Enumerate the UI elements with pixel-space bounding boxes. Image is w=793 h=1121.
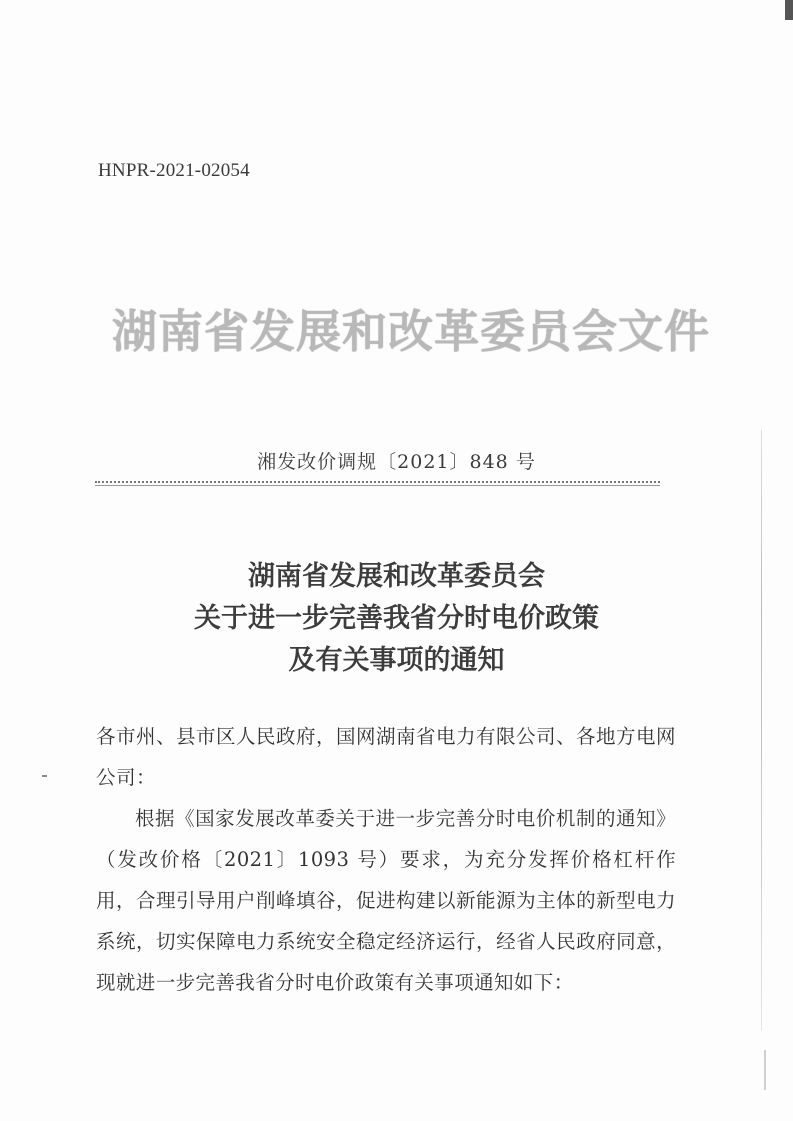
document-title <box>0 556 793 682</box>
separator-line-underlay <box>95 485 660 486</box>
document-body <box>96 716 676 1003</box>
separator-line <box>95 481 660 483</box>
title-line-2: 关于进一步完善我省分时电价政策 <box>194 603 599 634</box>
document-code: HNPR-2021-02054 <box>98 160 250 181</box>
document-number: 湘发改价调规〔2021〕848 号 <box>257 451 536 473</box>
scan-artifact-line <box>761 430 762 1030</box>
title-line-1: 湖南省发展和改革委员会 <box>248 561 545 592</box>
body-paragraph: 根据《国家发展改革委关于进一步完善分时电价机制的通知》（发改价格〔2021〕1093 号）要求，为充分发挥价格杠杆作用，合理引导用户削峰填谷，促进构建以新能源为主体的新型电力系统，切实保障电力系统安全稳定经济运行，经省人民政府同意，现就进一步完善我省分时电价政策有关事项通知如下： <box>96 807 676 994</box>
title-line-3: 及有关事项的通知 <box>288 645 505 676</box>
scan-artifact-dot <box>42 775 47 777</box>
masthead-title: 湖南省发展和改革委员会文件 <box>112 305 711 358</box>
addressee: 各市州、县市区人民政府，国网湖南省电力有限公司、各地方电网公司： <box>96 725 677 789</box>
scan-artifact <box>785 0 793 20</box>
scan-artifact-edge <box>764 1050 766 1090</box>
